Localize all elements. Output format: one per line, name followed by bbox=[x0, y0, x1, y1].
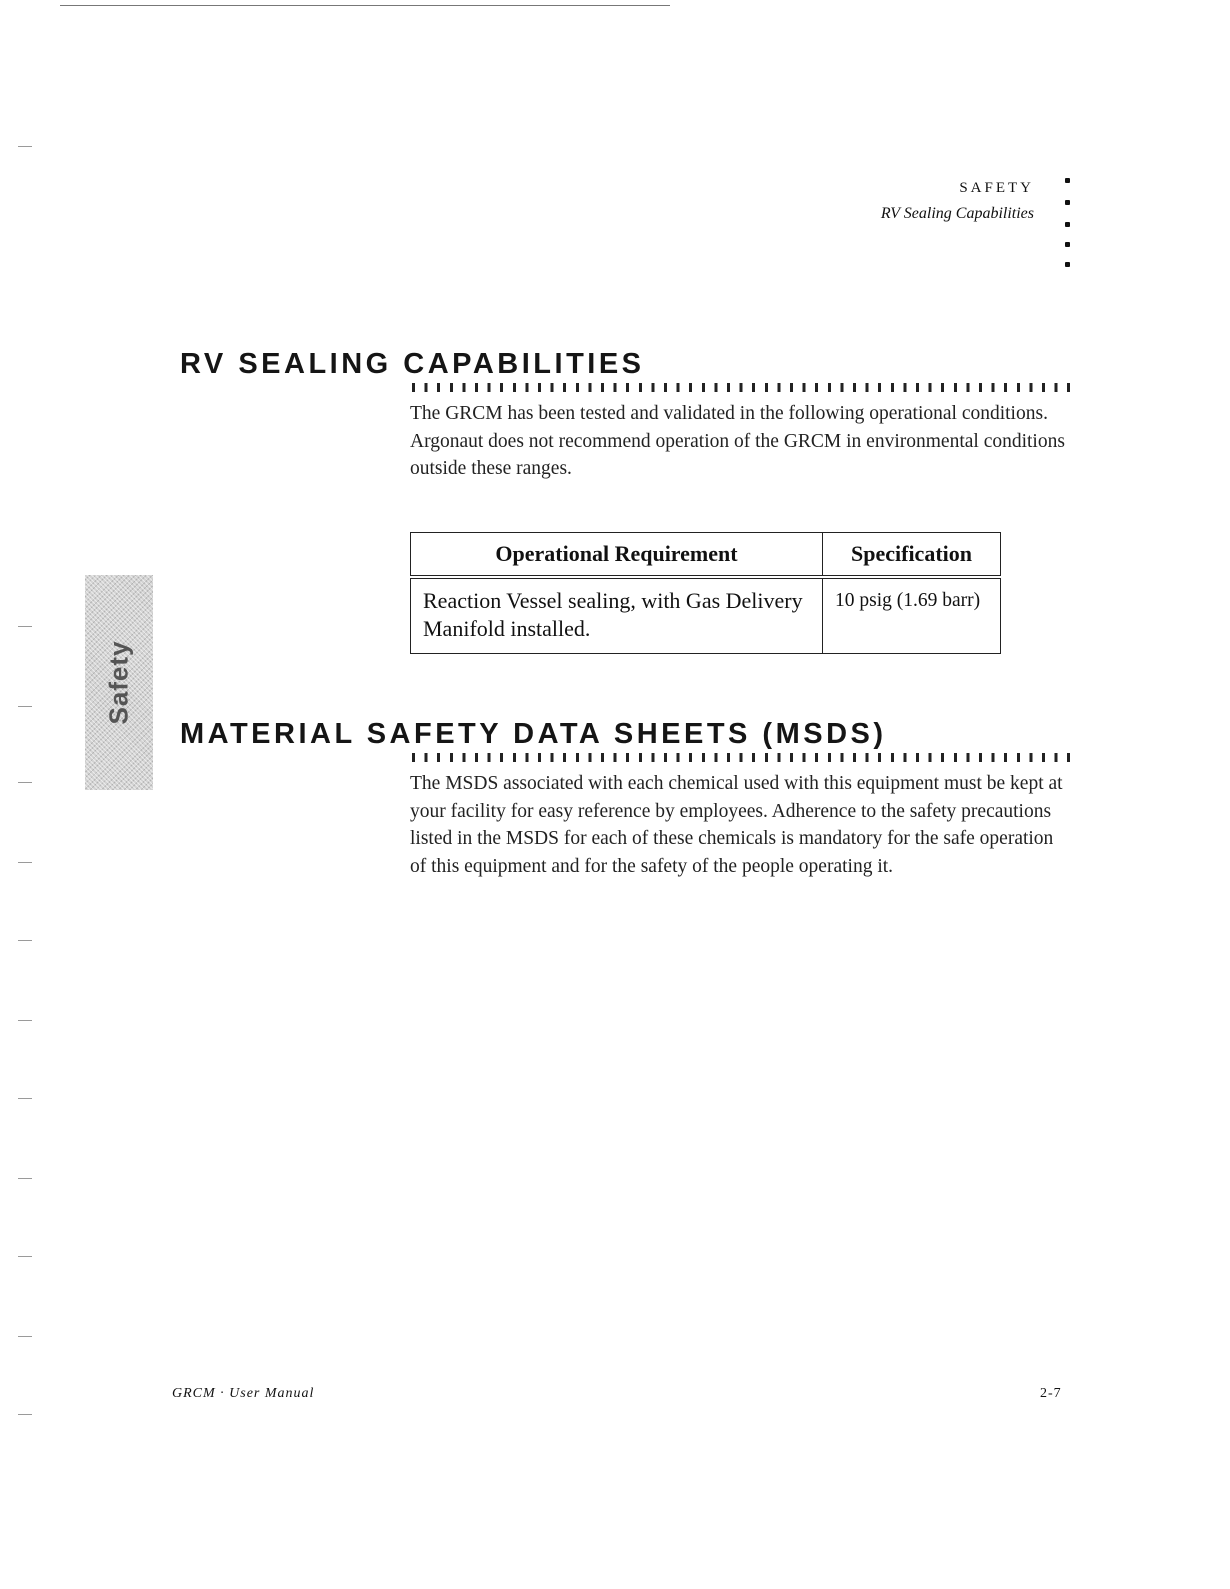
rv-sealing-heading: RV SEALING CAPABILITIES bbox=[180, 348, 645, 380]
side-tab-label: Safety bbox=[103, 640, 134, 725]
rv-sealing-dotted-rule bbox=[412, 383, 1072, 392]
spec-table bbox=[410, 532, 1001, 654]
spec-table-requirement-cell: Reaction Vessel sealing, with Gas Delivery Manifold installed. bbox=[411, 577, 823, 654]
scan-edge-marks bbox=[18, 0, 34, 1589]
footer-page-number: 2-7 bbox=[1040, 1386, 1062, 1401]
spec-table-header-requirement: Operational Requirement bbox=[411, 533, 823, 578]
msds-dotted-rule bbox=[412, 753, 1072, 762]
footer-title: GRCM · User Manual bbox=[172, 1386, 315, 1401]
table-row bbox=[411, 577, 1001, 654]
running-header-subsection: RV Sealing Capabilities bbox=[880, 205, 1034, 222]
spec-table-header-row bbox=[411, 533, 1001, 578]
running-header-section: SAFETY bbox=[959, 180, 1034, 196]
side-tab bbox=[85, 575, 153, 790]
scan-top-rule bbox=[60, 5, 670, 6]
msds-body: The MSDS associated with each chemical used with this equipment must be kept at your facility for easy reference by employees. Adherence to the safety precautions listed in the MSDS for each of these chemicals is mandatory for the safe operation of this equipment and for the safety of the people operating it. bbox=[410, 773, 1063, 877]
spec-table-header-specification: Specification bbox=[823, 533, 1001, 578]
header-dot-column bbox=[1065, 178, 1073, 268]
rv-sealing-body: The GRCM has been tested and validated in the following operational conditions. Argonaut does not recommend operation of the GRCM in environmental conditions outside these ranges. bbox=[410, 403, 1065, 479]
running-header bbox=[881, 178, 1034, 226]
msds-heading: MATERIAL SAFETY DATA SHEETS (MSDS) bbox=[180, 718, 887, 750]
spec-table-specification-cell: 10 psig (1.69 barr) bbox=[823, 577, 1001, 654]
